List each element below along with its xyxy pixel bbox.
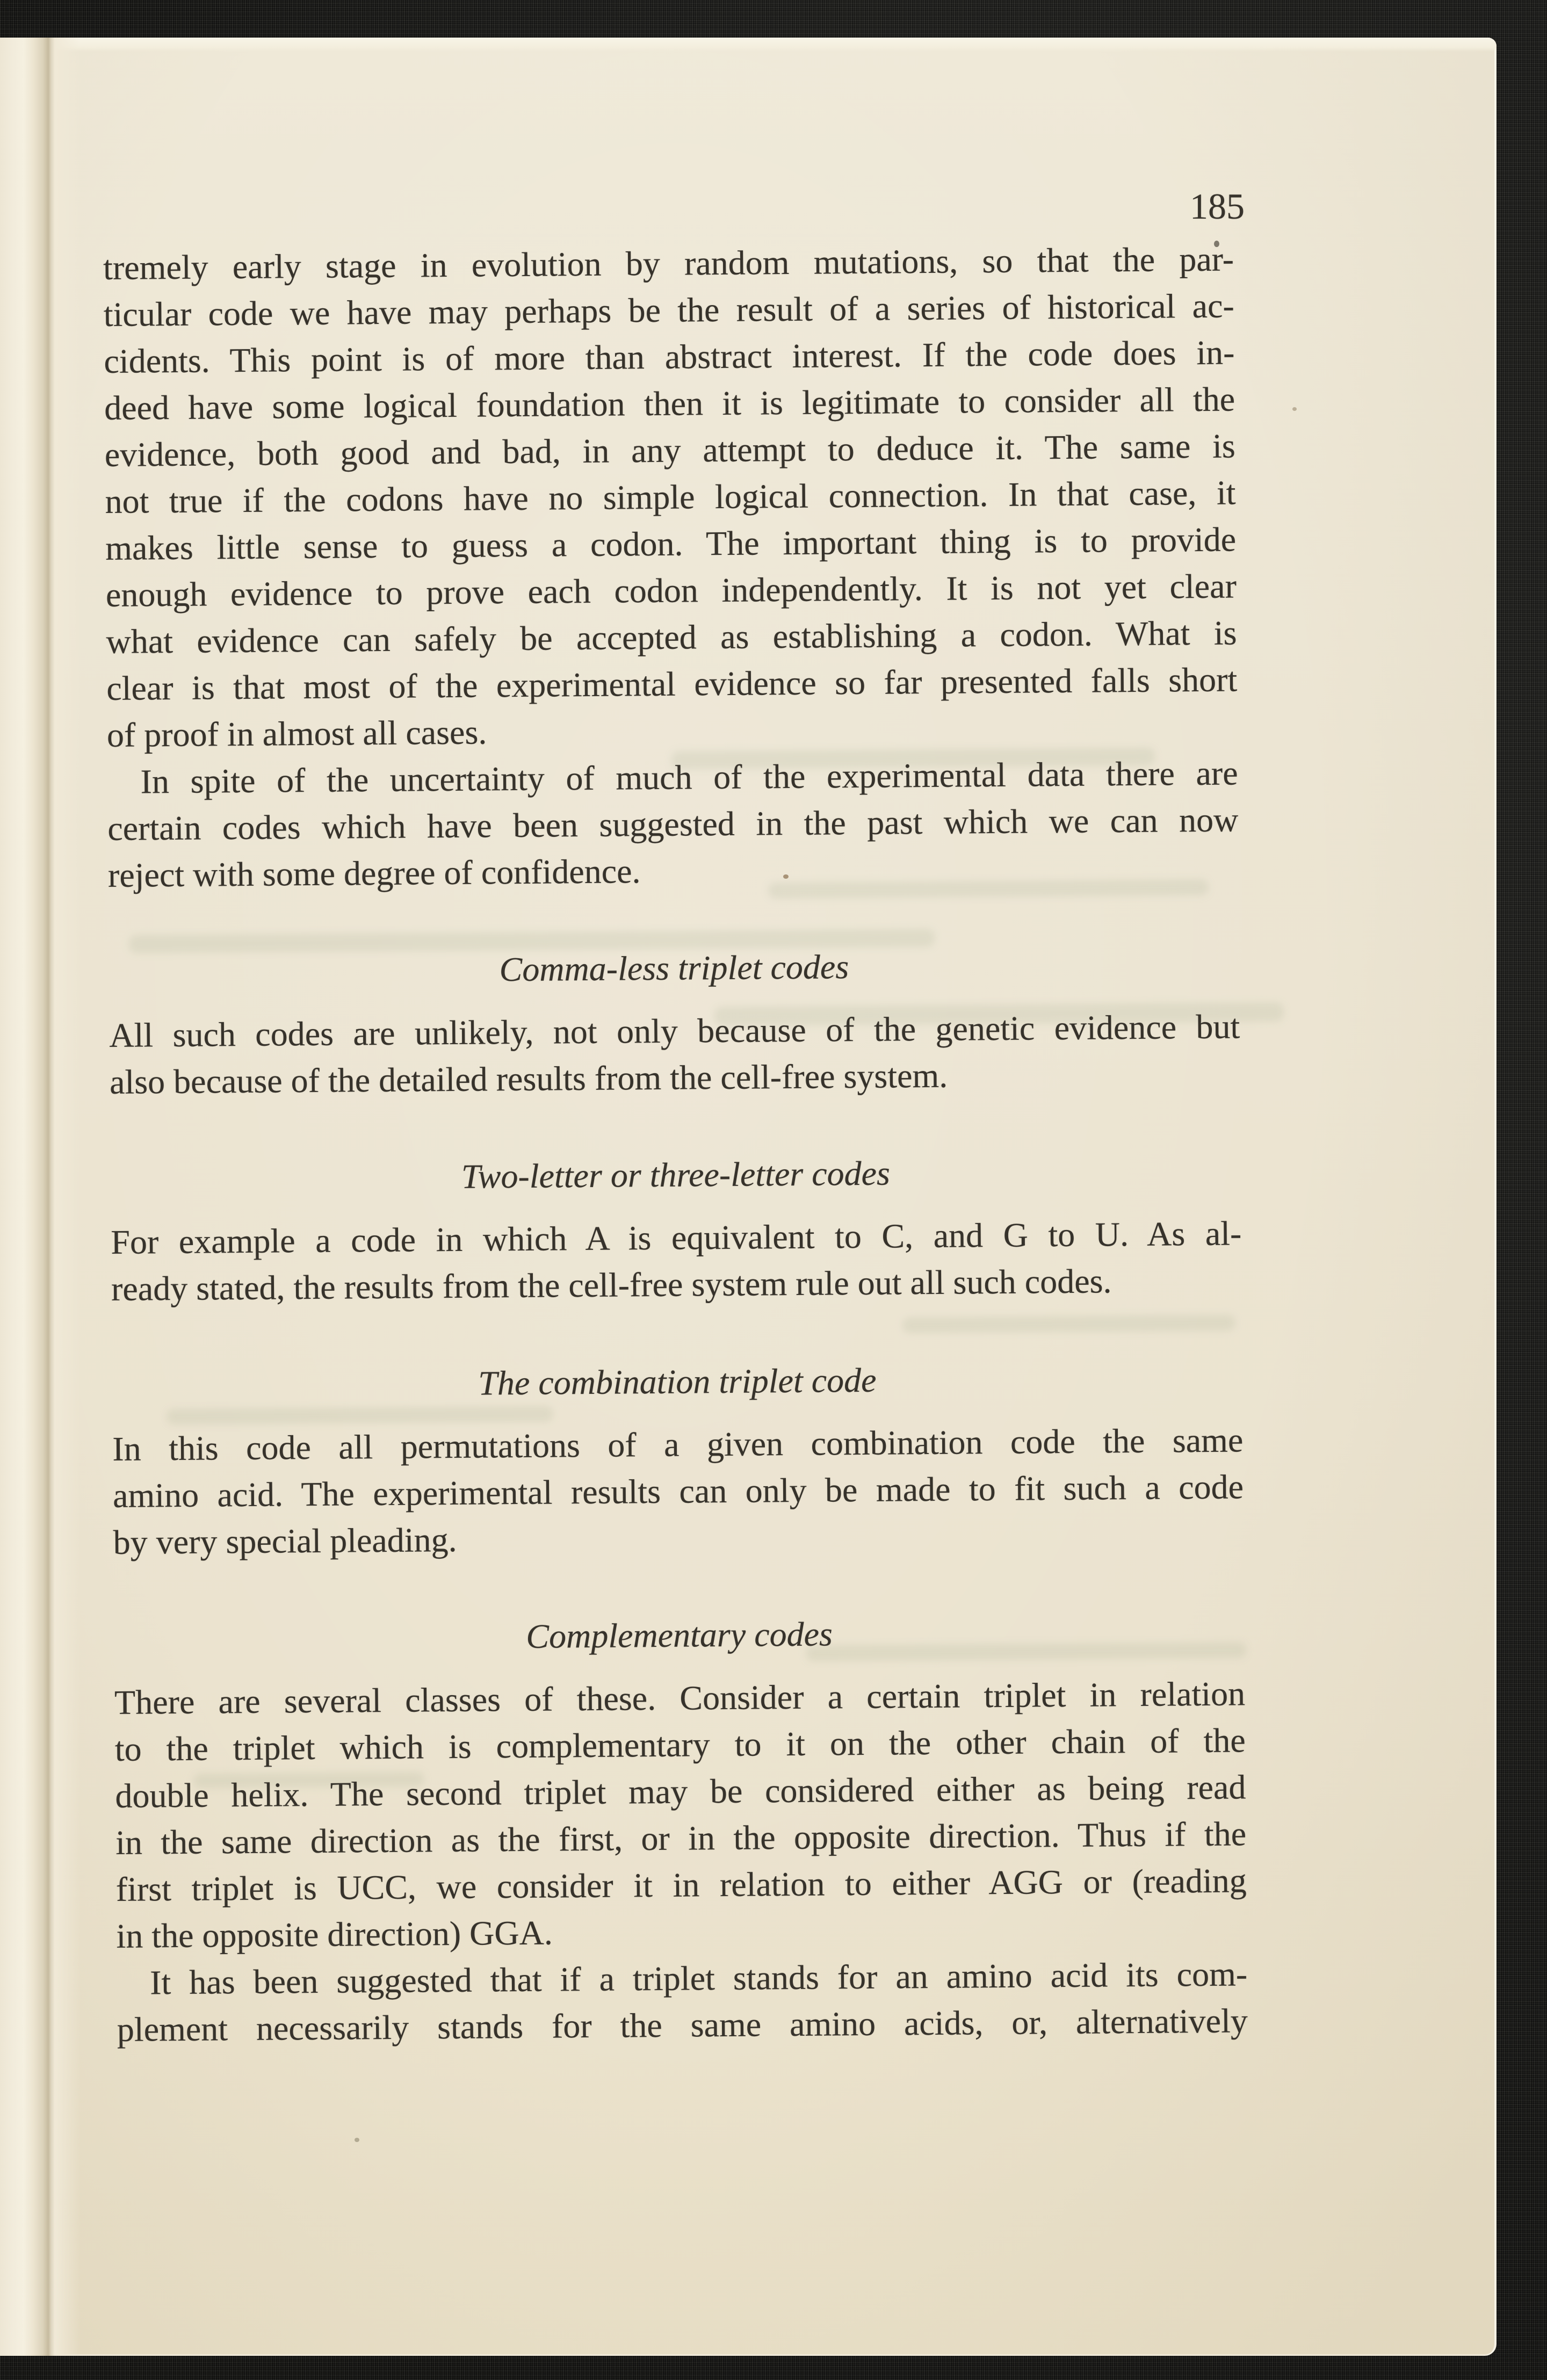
paragraph [112, 1416, 1244, 1566]
paper-speck [1292, 407, 1297, 411]
paragraph [114, 1670, 1247, 1959]
page-top-edge [0, 38, 1497, 52]
text-line: All such codes are unlikely, not only because of the genetic evidence but [109, 1007, 1240, 1055]
text-line: ready stated, the results from the cell-free system rule out all such codes. [111, 1262, 1112, 1308]
text-line: makes little sense to guess a codon. The important thing is to provide [105, 520, 1237, 568]
text-line: certain codes which have been suggested in the past which we can now [107, 800, 1239, 848]
text-line: clear is that most of the experimental evidence so far presented falls short [106, 660, 1238, 708]
text-line: enough evidence to prove each codon independently. It is not yet clear [105, 567, 1237, 614]
text-line: of proof in almost all cases. [106, 713, 487, 755]
text-line: In this code all permutations of a given combination code the same [112, 1421, 1244, 1468]
section-heading: Two-letter or three-letter codes [461, 1154, 891, 1196]
text-line: tremely early stage in evolution by random mutations, so that the par- [103, 240, 1234, 287]
text-line: to the triplet which is complementary to it on the other chain of the [114, 1721, 1246, 1768]
text-line: by very special pleading. [113, 1520, 457, 1561]
paragraph [117, 1950, 1248, 2053]
section-heading: Complementary codes [526, 1615, 833, 1655]
text-line: what evidence can safely be accepted as establishing a codon. What is [106, 613, 1237, 661]
page-text [103, 236, 1248, 2053]
text-line: amino acid. The experimental results can only be made to fit such a code [112, 1467, 1244, 1515]
text-line: deed have some logical foundation then it is legitimate to consider all the [104, 380, 1235, 428]
paper-speck [355, 2138, 359, 2142]
text-line: in the same direction as the first, or in the opposite direction. Thus if the [115, 1814, 1247, 1862]
book-page [0, 38, 1497, 2356]
text-line: first triplet is UCC, we consider it in relation to either AGG or (reading [115, 1861, 1247, 1908]
page-binding-crease [0, 38, 81, 2356]
text-line: ticular code we have may perhaps be the result of a series of historical ac- [103, 286, 1235, 334]
text-line: It has been suggested that if a triplet stands for an amino acid its com- [149, 1955, 1248, 2002]
section-heading: Comma-less triplet codes [499, 947, 849, 989]
text-line: in the opposite direction) GGA. [116, 1913, 553, 1955]
paragraph [111, 1210, 1242, 1312]
text-line: For example a code in which A is equivalent to C, and G to U. As al- [111, 1214, 1242, 1261]
text-line: evidence, both good and bad, in any attempt to deduce it. The same is [104, 426, 1236, 474]
text-line: also because of the detailed results from the cell-free system. [109, 1056, 948, 1102]
page-number: 185 [1190, 186, 1245, 227]
text-line: plement necessarily stands for the same amino acids, or, alternatively [117, 2001, 1248, 2049]
paragraph [103, 236, 1238, 759]
paragraph [107, 749, 1239, 899]
text-line: cidents. This point is of more than abstract interest. If the code does in- [104, 333, 1235, 381]
text-line: In spite of the uncertainty of much of the experimental data there are [140, 754, 1238, 801]
text-line: double helix. The second triplet may be considered either as being read [115, 1768, 1246, 1815]
text-line: There are several classes of these. Consider a certain triplet in relation [114, 1674, 1246, 1721]
section-heading: The combination triplet code [478, 1361, 877, 1402]
paragraph [109, 1003, 1240, 1105]
text-line: reject with some degree of confidence. [107, 852, 641, 895]
text-line: not true if the codons have no simple logical connection. In that case, it [105, 473, 1236, 521]
